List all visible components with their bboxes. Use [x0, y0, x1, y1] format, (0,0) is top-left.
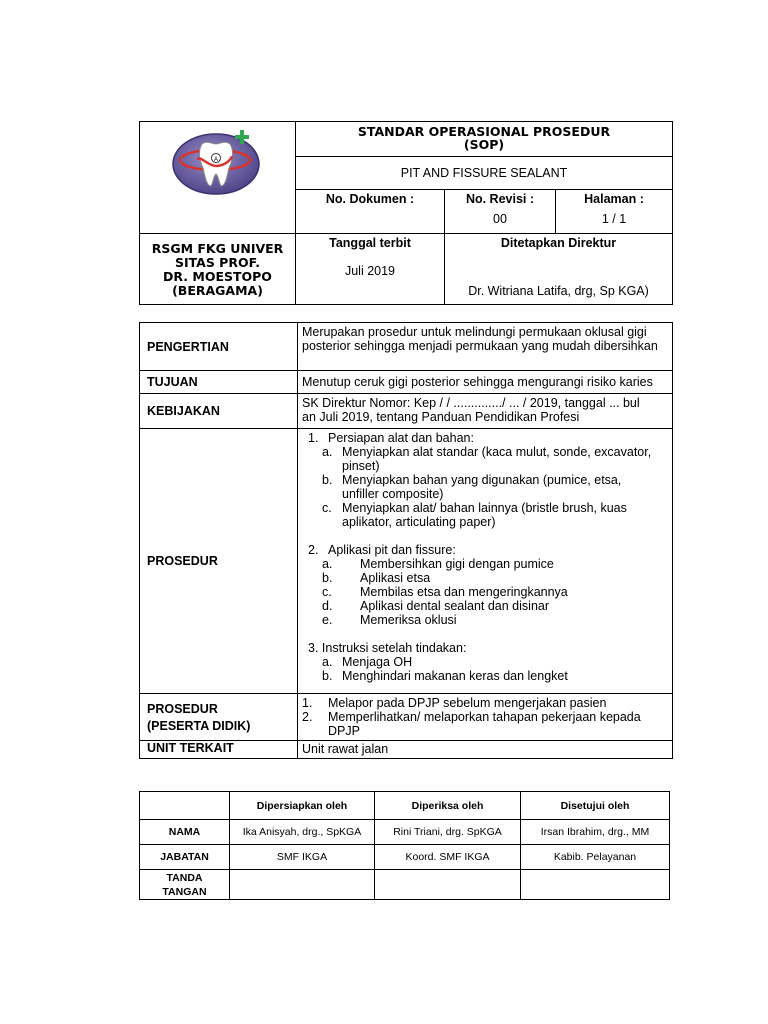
- list-text: Membilas etsa dan mengeringkannya: [360, 585, 568, 599]
- step1-text: Persiapan alat dan bahan:: [328, 431, 474, 445]
- organization-name: [140, 234, 296, 305]
- kebijakan-label: KEBIJAKAN: [140, 394, 298, 429]
- kebijakan-line1: SK Direktur Nomor: Kep / / ............../ ... / 2019, tanggal ... bul: [302, 396, 640, 410]
- no-dokumen-value: [296, 206, 444, 212]
- peserta-label-line1: PROSEDUR: [147, 701, 218, 716]
- list-text: DPJP: [328, 724, 360, 738]
- no-revisi-label: No. Revisi :: [465, 192, 535, 206]
- tanggal-label: Tanggal terbit: [329, 236, 411, 250]
- step1-title: [302, 431, 668, 445]
- sig-row-label-nama: NAMA: [140, 820, 230, 845]
- no-dokumen-cell: [296, 190, 445, 234]
- signature-table: [139, 791, 670, 900]
- halaman-cell: [556, 190, 673, 234]
- list-text: Menyiapkan alat/ bahan lainnya (bristle brush, kuas: [342, 501, 627, 515]
- step1-list: [322, 445, 668, 529]
- org-line1: RSGM FKG UNIVER: [151, 241, 284, 256]
- list-text: Menjaga OH: [342, 655, 413, 669]
- list-marker: a.: [322, 557, 333, 571]
- halaman-value: 1 / 1: [601, 212, 627, 226]
- pengertian-label: PENGERTIAN: [140, 323, 298, 371]
- step2-marker: 2.: [308, 543, 319, 557]
- step3-title: 3. Instruksi setelah tindakan:: [308, 641, 467, 655]
- tujuan-text: Menutup ceruk gigi posterior sehingga mengurangi risiko karies: [298, 371, 673, 394]
- list-item: [322, 599, 668, 613]
- sig-sign-approved: [521, 870, 670, 900]
- peserta-label-line2: (PESERTA DIDIK): [147, 718, 251, 733]
- list-item-continuation: [322, 459, 668, 473]
- tanggal-value: Juli 2019: [344, 264, 396, 278]
- sop-title-line2: (SOP): [463, 137, 505, 152]
- tanda-line1: TANDA: [166, 871, 203, 884]
- list-text: Memeriksa oklusi: [360, 613, 457, 627]
- pengertian-text: Merupakan prosedur untuk melindungi permukaan oklusal gigi posterior sehingga menjadi permukaan yang mudah dibersihkan: [298, 323, 673, 371]
- sig-sign-prepared: [230, 870, 375, 900]
- list-item-continuation: [322, 487, 668, 501]
- list-marker: c.: [322, 585, 332, 599]
- step3-list: [322, 655, 668, 683]
- list-item: [322, 571, 668, 585]
- sig-row-label-jabatan: JABATAN: [140, 845, 230, 870]
- director-name: Dr. Witriana Latifa, drg, Sp KGA): [468, 284, 649, 298]
- list-text: Menyiapkan alat standar (kaca mulut, sonde, excavator,: [342, 445, 652, 459]
- sig-nama-reviewed: Rini Triani, drg. SpKGA: [375, 820, 521, 845]
- list-text: unfiller composite): [342, 487, 444, 501]
- prosedur-label: PROSEDUR: [140, 429, 298, 694]
- list-text: Aplikasi dental sealant dan disinar: [360, 599, 550, 613]
- list-item: [322, 557, 668, 571]
- list-text: pinset): [342, 459, 380, 473]
- list-marker: e.: [322, 613, 333, 627]
- step2-text: Aplikasi pit dan fissure:: [328, 543, 456, 557]
- logo-cell: [140, 122, 296, 234]
- halaman-label: Halaman :: [584, 192, 644, 206]
- list-marker: 2.: [302, 710, 313, 724]
- org-line4: (BERAGAMA): [172, 283, 263, 298]
- list-marker: c.: [322, 501, 332, 515]
- sop-title: [296, 122, 673, 157]
- step1-marker: 1.: [308, 431, 319, 445]
- kebijakan-line2: an Juli 2019, tentang Panduan Pendidikan Profesi: [302, 410, 580, 424]
- sig-header-empty: [140, 792, 230, 820]
- no-revisi-value: 00: [493, 212, 507, 226]
- sig-header-reviewed: Diperiksa oleh: [375, 792, 521, 820]
- list-item: [322, 445, 668, 459]
- unit-label: UNIT TERKAIT: [140, 741, 298, 759]
- list-text: Membersihkan gigi dengan pumice: [360, 557, 554, 571]
- list-marker: d.: [322, 599, 333, 613]
- list-marker: b.: [322, 669, 333, 683]
- peserta-list: [298, 694, 673, 741]
- sig-sign-reviewed: [375, 870, 521, 900]
- prosedur-content: [298, 429, 673, 694]
- sig-jabatan-approved: Kabib. Pelayanan: [521, 845, 670, 870]
- list-marker: 1.: [302, 696, 313, 710]
- svg-text:A: A: [213, 156, 219, 163]
- list-item: [322, 501, 668, 515]
- list-text: Memperlihatkan/ melaporkan tahapan pekerjaan kepada: [328, 710, 641, 724]
- kebijakan-text: [298, 394, 673, 429]
- list-item: [302, 710, 668, 724]
- list-marker: a.: [322, 655, 333, 669]
- sig-jabatan-prepared: SMF IKGA: [230, 845, 375, 870]
- tanggal-cell: [296, 234, 445, 305]
- sig-jabatan-reviewed: Koord. SMF IKGA: [375, 845, 521, 870]
- sig-nama-approved: Irsan Ibrahim, drg., MM: [521, 820, 670, 845]
- sop-header-table: [139, 121, 673, 305]
- sig-nama-prepared: Ika Anisyah, drg., SpKGA: [230, 820, 375, 845]
- no-revisi-cell: [445, 190, 556, 234]
- no-dokumen-label: No. Dokumen :: [325, 192, 415, 206]
- list-marker: b.: [322, 571, 333, 585]
- sig-header-prepared: Dipersiapkan oleh: [230, 792, 375, 820]
- list-item: [302, 696, 668, 710]
- step2-title: [302, 543, 668, 557]
- tanda-line2: TANGAN: [162, 885, 207, 898]
- tujuan-label: TUJUAN: [140, 371, 298, 394]
- list-item: [322, 613, 668, 627]
- peserta-label: [140, 694, 298, 741]
- list-item: [322, 655, 668, 669]
- list-item-continuation: [302, 724, 668, 738]
- list-text: Menyiapkan bahan yang digunakan (pumice, etsa,: [342, 473, 622, 487]
- sop-content-table: [139, 322, 673, 759]
- list-item-continuation: [322, 515, 668, 529]
- unit-text: Unit rawat jalan: [298, 741, 673, 759]
- org-line3: DR. MOESTOPO: [163, 269, 272, 284]
- sig-header-approved: Disetujui oleh: [521, 792, 670, 820]
- tooth-logo-icon: [168, 126, 264, 198]
- list-text: Melapor pada DPJP sebelum mengerjakan pasien: [328, 696, 607, 710]
- list-marker: b.: [322, 473, 333, 487]
- procedure-title: PIT AND FISSURE SEALANT: [296, 157, 673, 190]
- list-item: [322, 585, 668, 599]
- step2-list: [322, 557, 668, 627]
- list-item: [322, 669, 668, 683]
- sig-row-label-tanda-tangan: [140, 870, 230, 900]
- ditetapkan-label: Ditetapkan Direktur: [500, 236, 617, 250]
- sop-title-line1: STANDAR OPERASIONAL PROSEDUR: [357, 124, 611, 139]
- list-text: Menghindari makanan keras dan lengket: [342, 669, 568, 683]
- list-text: aplikator, articulating paper): [342, 515, 496, 529]
- list-marker: a.: [322, 445, 333, 459]
- list-text: Aplikasi etsa: [360, 571, 431, 585]
- org-line2: SITAS PROF.: [174, 255, 261, 270]
- list-item: [322, 473, 668, 487]
- ditetapkan-cell: [445, 234, 673, 305]
